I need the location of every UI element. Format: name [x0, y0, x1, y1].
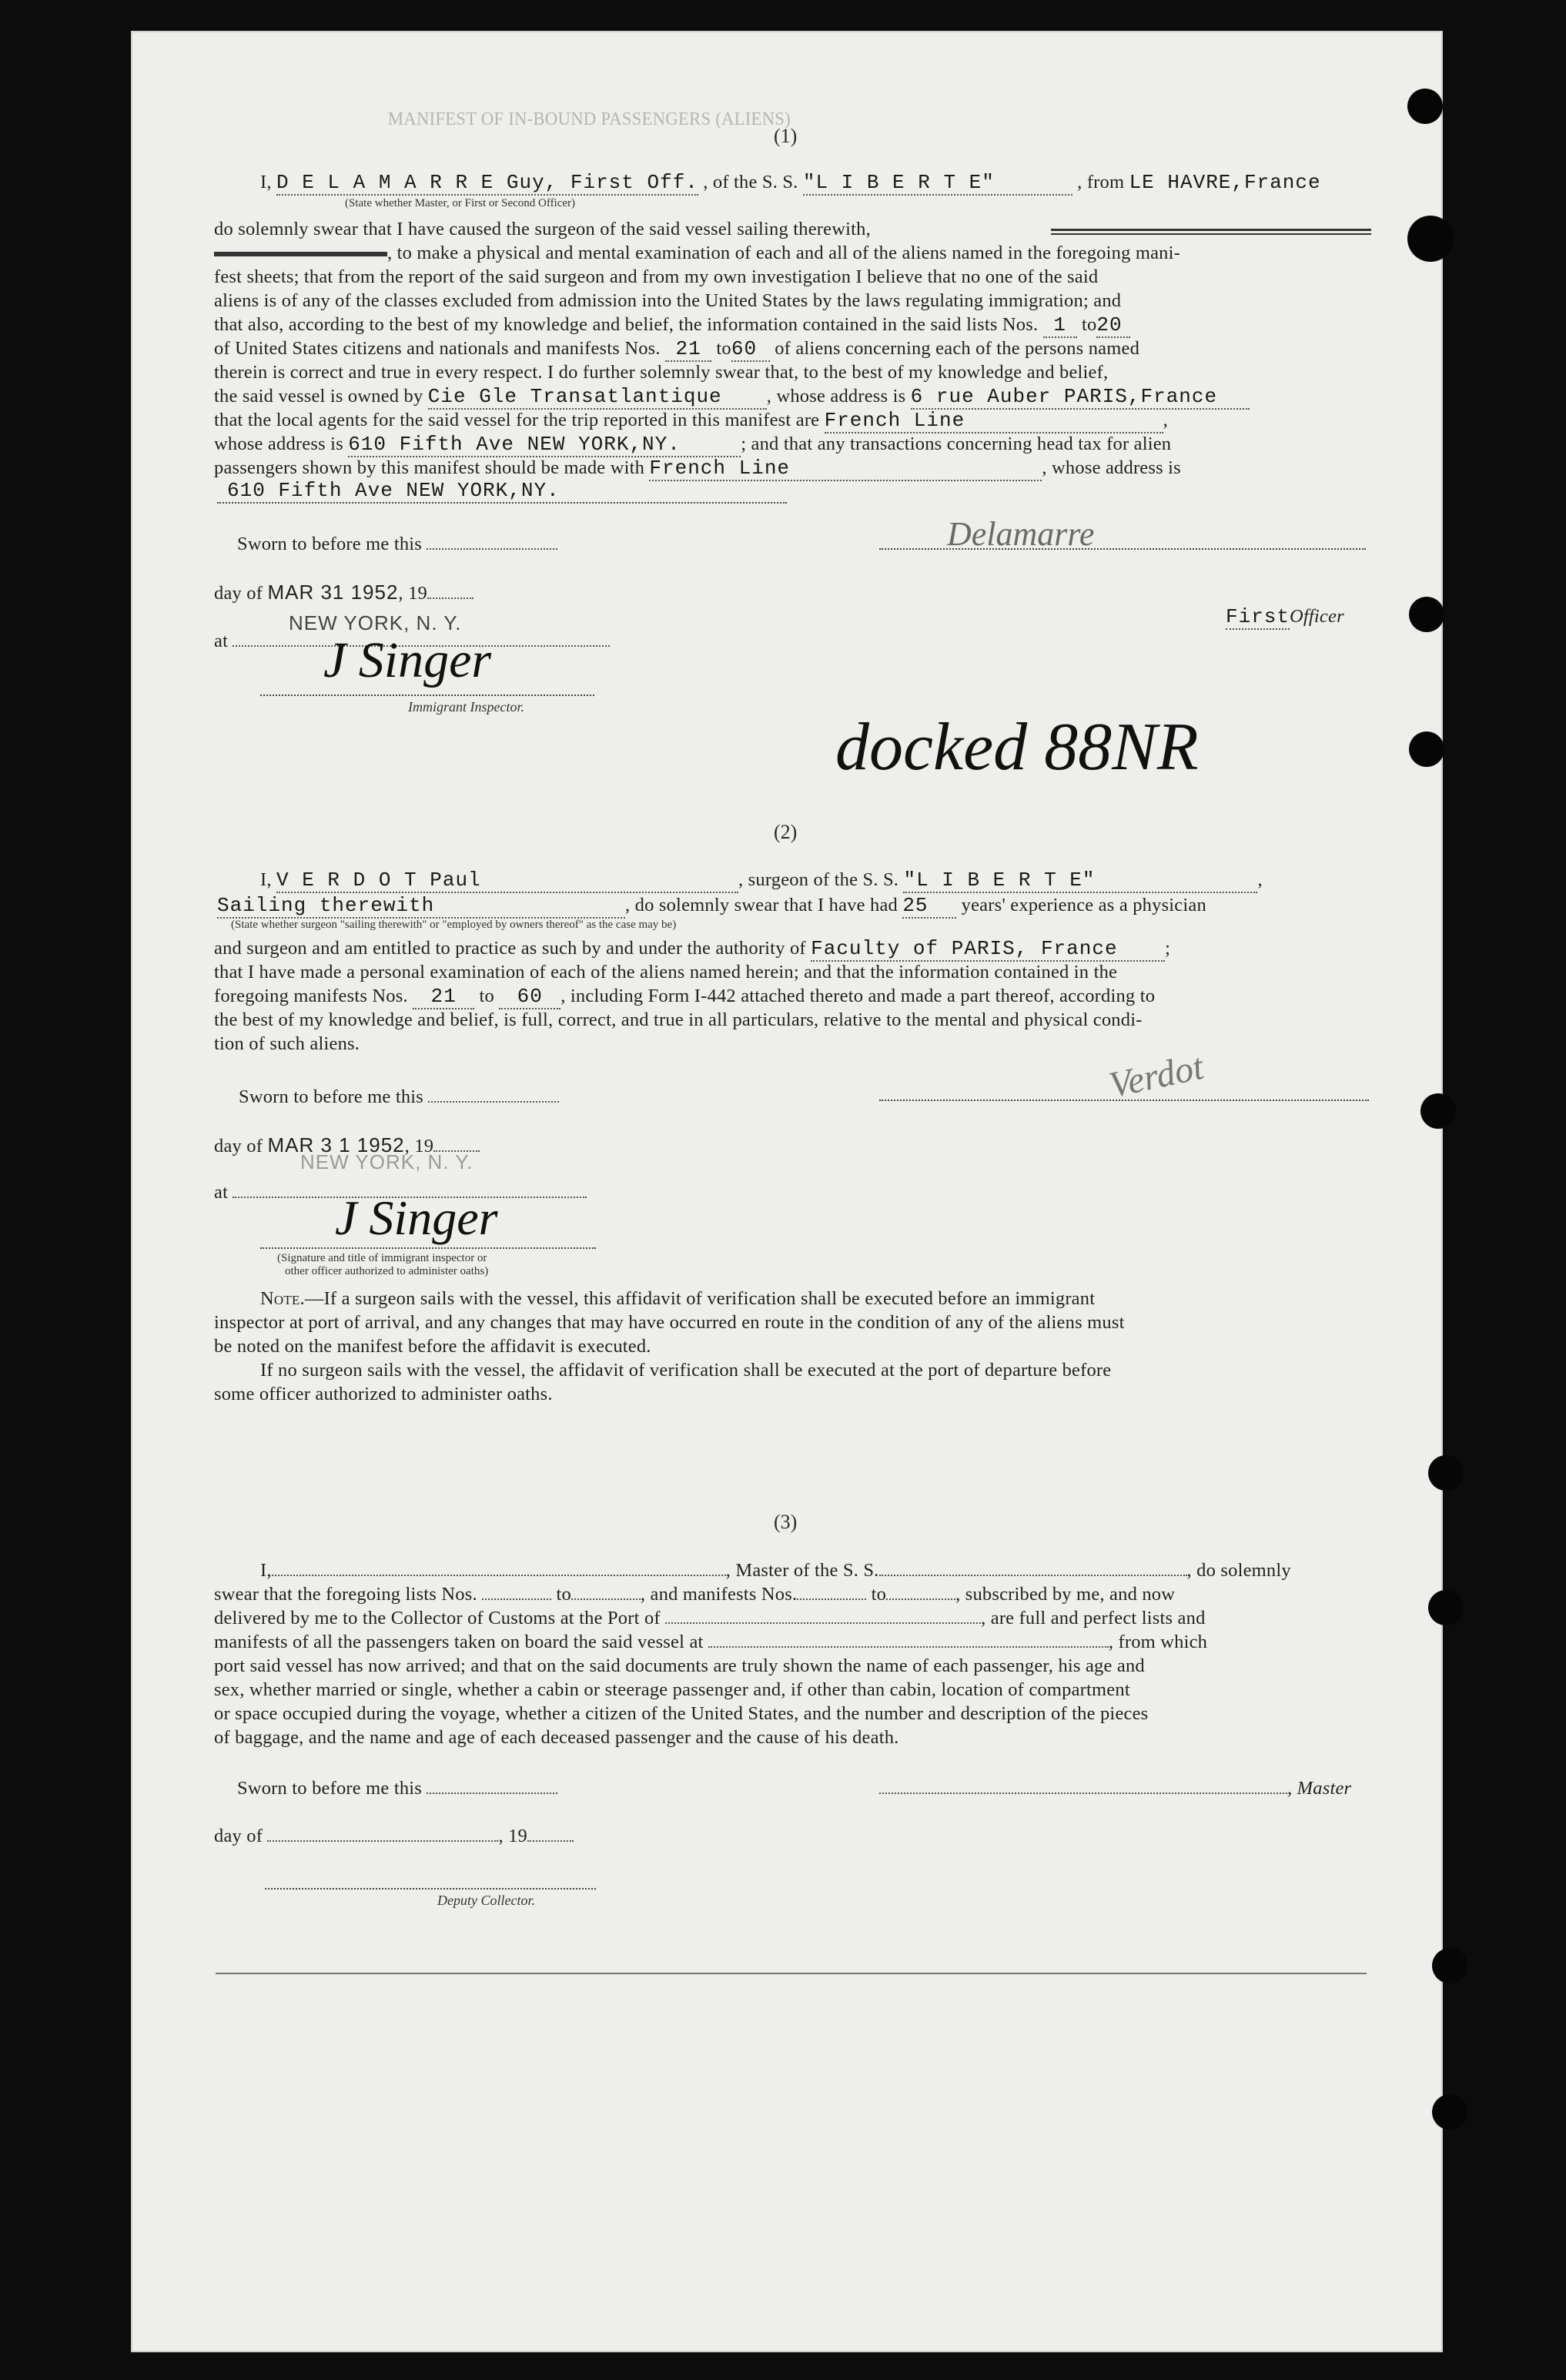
- handwritten-note: docked 88NR: [835, 710, 1199, 785]
- s2-line-5: the best of my knowledge and belief, is full, correct, and true in all particulars, relative to the mental and physical condi-: [214, 1009, 1143, 1030]
- s1-day-of: day of MAR 31 1952, 19: [214, 581, 473, 605]
- local-agents: French Line: [825, 409, 1163, 433]
- section-1-number: (1): [774, 125, 798, 147]
- label-i: I,: [260, 172, 272, 192]
- port-from: LE HAVRE,France: [1129, 171, 1321, 194]
- s2-sig-label-1: (Signature and title of immigrant inspector or: [277, 1252, 487, 1264]
- date-stamp: MAR 31 1952: [267, 581, 399, 604]
- ship-name: "L I B E R T E": [903, 869, 1257, 893]
- punch-hole: [1407, 89, 1443, 124]
- s3-line-8: of baggage, and the name and age of each deceased passenger and the cause of his death.: [214, 1727, 899, 1748]
- inspector-signature-line: [260, 695, 594, 696]
- inspector-label: Immigrant Inspector.: [408, 699, 524, 715]
- punch-hole: [1432, 2094, 1467, 2130]
- s2-note-2: inspector at port of arrival, and any changes that may have occurred en route in the condition of any of the aliens must: [214, 1312, 1125, 1333]
- punch-hole: [1409, 597, 1444, 632]
- officer-name: D E L A M A R R E Guy, First Off.: [276, 171, 698, 194]
- s3-line-3: delivered by me to the Collector of Customs at the Port of , are full and perfect lists and: [214, 1608, 1206, 1629]
- label-of-ss: , of the S. S.: [703, 172, 798, 192]
- s2-sig-label-2: other officer authorized to administer oaths): [285, 1265, 489, 1277]
- s2-day-of: day of MAR 3 1 1952, 19: [214, 1133, 480, 1158]
- s1-line-10: whose address is 610 Fifth Ave NEW YORK,NY. ; and that any transactions concerning head tax for alien: [214, 433, 1172, 456]
- s2-note-3: be noted on the manifest before the affidavit is executed.: [214, 1336, 651, 1357]
- collector-signature-line: [265, 1888, 596, 1890]
- punch-hole: [1432, 1948, 1467, 1983]
- manifests-to: 60: [731, 337, 770, 362]
- headtax-address: 610 Fifth Ave NEW YORK,NY.: [227, 479, 560, 502]
- s2-sworn: Sworn to before me this: [239, 1086, 559, 1109]
- practice-authority: Faculty of PARIS, France: [811, 937, 1165, 962]
- place-stamp: NEW YORK, N. Y.: [289, 611, 462, 634]
- s1-line-6: of United States citizens and nationals and manifests Nos. 21 to60 of aliens concerning each of the persons named: [214, 337, 1140, 360]
- s2-line-3: that I have made a personal examination of each of the aliens named herein; and that the information contained in the: [214, 962, 1118, 982]
- lists-from: 1: [1043, 313, 1077, 338]
- bottom-rule: [216, 1973, 1367, 1974]
- manifests-to: 60: [499, 985, 560, 1009]
- s1-line-7: therein is correct and true in every respect. I do further solemnly swear that, to the best of my knowledge and belief,: [214, 362, 1109, 383]
- date-stamp: MAR 3 1 1952: [267, 1133, 405, 1157]
- s2-surgeon-line: I, V E R D O T Paul , surgeon of the S. S. "L I B E R T E" ,: [260, 869, 1263, 892]
- surgeon-status: Sailing therewith: [217, 894, 625, 919]
- inspector-signature: J Singer: [335, 1190, 498, 1245]
- ship-name: "L I B E R T E": [803, 171, 1072, 196]
- punch-hole: [1428, 1455, 1464, 1491]
- strikeout: [214, 252, 387, 256]
- s2-line-4: foregoing manifests Nos. 21 to 60 , including Form I-442 attached thereto and made a part thereof, according to: [214, 985, 1156, 1008]
- label-from: , from: [1077, 172, 1125, 192]
- s1-line-5: that also, according to the best of my knowledge and belief, the information contained in the said lists Nos. 1 to20: [214, 313, 1130, 338]
- vessel-owner: Cie Gle Transatlantique: [428, 385, 767, 410]
- s2-line-2: and surgeon and am entitled to practice as such by and under the authority of Faculty of PARIS, France ;: [214, 937, 1171, 960]
- s3-sworn: Sworn to before me this: [237, 1777, 557, 1800]
- headtax-agent: French Line: [649, 457, 1042, 481]
- strikeout: [1051, 233, 1371, 235]
- faint-header: MANIFEST OF IN-BOUND PASSENGERS (ALIENS): [387, 109, 791, 129]
- s1-line-1: do solemnly swear that I have caused the surgeon of the said vessel sailing therewith,: [214, 219, 871, 239]
- s1-rank-note: (State whether Master, or First or Second Officer): [345, 197, 576, 209]
- s1-at: at: [214, 630, 610, 653]
- s1-line-2: , to make a physical and mental examination of each and all of the aliens named in the foregoing mani-: [214, 242, 1180, 265]
- s1-line-3: fest sheets; that from the report of the said surgeon and from my own investigation I believe that no one of the said: [214, 266, 1099, 287]
- manifests-from: 21: [665, 337, 711, 362]
- surgeon-name: V E R D O T Paul: [276, 869, 738, 893]
- collector-label: Deputy Collector.: [437, 1893, 535, 1908]
- punch-hole: [1428, 1590, 1464, 1625]
- s1-line-9: that the local agents for the said vessel for the trip reported in this manifest are French Line ,: [214, 409, 1168, 432]
- s1-sworn: Sworn to before me this: [237, 533, 557, 556]
- inspector-signature-line: [260, 1247, 596, 1249]
- s3-line-7: or space occupied during the voyage, whether a citizen of the United States, and the number and description of the pieces: [214, 1703, 1149, 1724]
- punch-hole: [1420, 1093, 1456, 1129]
- s1-rank-line: FirstOfficer: [1226, 605, 1344, 628]
- manifests-from: 21: [413, 985, 474, 1009]
- s2-note-1: Note.—If a surgeon sails with the vessel, this affidavit of verification shall be executed before an immigrant: [260, 1288, 1096, 1309]
- officer-rank: First: [1226, 605, 1290, 628]
- s2-line-1: Sailing therewith , do solemnly swear that I have had 25 years' experience as a physician: [217, 894, 1206, 917]
- s3-line-5: port said vessel has now arrived; and that on the said documents are truly shown the name of each passenger, his age and: [214, 1655, 1145, 1676]
- agents-address: 610 Fifth Ave NEW YORK,NY.: [348, 433, 741, 457]
- s1-line-4: aliens is of any of the classes excluded from admission into the United States by the laws regulating immigration; and: [214, 290, 1122, 311]
- years-experience: 25: [902, 894, 956, 919]
- place-stamp: NEW YORK, N. Y.: [300, 1150, 473, 1173]
- s3-line-6: sex, whether married or single, whether a cabin or steerage passenger and, if other than cabin, location of compartment: [214, 1679, 1130, 1700]
- section-2-number: (2): [774, 821, 798, 843]
- s1-officer-line: [260, 171, 1321, 196]
- s3-line-1: I, , Master of the S. S. , do solemnly: [260, 1560, 1291, 1581]
- s2-note-4: If no surgeon sails with the vessel, the affidavit of verification shall be executed at the port of departure before: [260, 1360, 1112, 1381]
- s2-status-note: (State whether surgeon "sailing therewith" or "employed by owners thereof" as the case may be): [231, 919, 677, 931]
- s3-master-line: , Master: [879, 1777, 1351, 1800]
- section-3-number: (3): [774, 1511, 798, 1533]
- s2-line-6: tion of such aliens.: [214, 1033, 360, 1054]
- s2-at: at: [214, 1181, 587, 1204]
- s2-note-5: some officer authorized to administer oaths.: [214, 1384, 553, 1404]
- lists-to: 20: [1096, 313, 1130, 338]
- punch-hole: [1409, 731, 1444, 767]
- s3-line-4: manifests of all the passengers taken on board the said vessel at , from which: [214, 1632, 1208, 1652]
- strikeout: [1051, 229, 1371, 231]
- surgeon-signature: Verdot: [1105, 1046, 1207, 1106]
- s1-line-11: passengers shown by this manifest should be made with French Line , whose address is: [214, 457, 1181, 480]
- s1-line-8: the said vessel is owned by Cie Gle Transatlantique , whose address is 6 rue Auber PARIS,France: [214, 385, 1250, 410]
- punch-hole: [1407, 216, 1454, 262]
- owner-address: 6 rue Auber PARIS,France: [911, 385, 1250, 410]
- inspector-signature: J Singer: [323, 632, 492, 688]
- officer-signature: Delamarre: [947, 515, 1095, 553]
- headtax-address-line: [217, 502, 787, 504]
- s3-line-2: swear that the foregoing lists Nos. to , and manifests Nos. to , subscribed by me, and now: [214, 1584, 1176, 1605]
- s3-day-of: day of , 19: [214, 1825, 574, 1848]
